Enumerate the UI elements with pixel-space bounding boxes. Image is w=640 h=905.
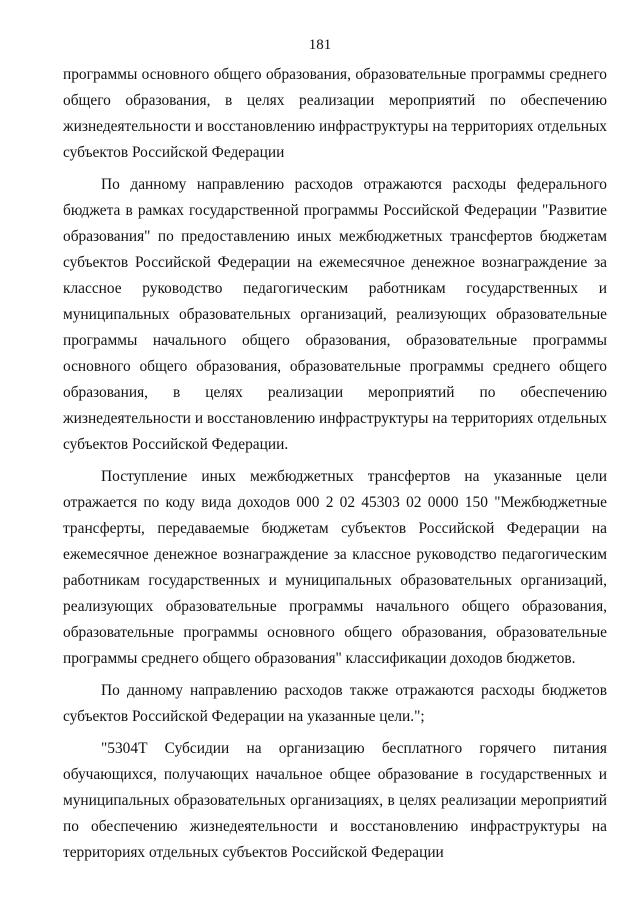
paragraph-regional-expenses: По данному направлению расходов также отражаются расходы бюджетов субъектов Российской Федерации на указанные цели."; [63,682,607,725]
document-body [63,62,607,866]
paragraph-expenses-description: По данному направлению расходов отражаются расходы федерального бюджета в рамках государственной программы Российской Федерации "Развитие образования" по предоставлению иных межбюджетных трансфертов бюджетам субъектов Российской Федерации на ежемесячное денежное вознаграждение за классное руководство педагогическим работникам государственных и муниципальных образовательных организаций, реализующих образовательные программы начального общего образования, образовательные программы основного общего образования, образовательные программы среднего общего образования, в целях реализации мероприятий по обеспечению жизнедеятельности и восстановлению инфраструктуры на территориях отдельных субъектов Российской Федерации. [63,176,607,453]
paragraph-5304t-subsidies: "5304Т Субсидии на организацию бесплатного горячего питания обучающихся, получающих начальное общее образование в государственных и муниципальных образовательных организациях, в целях реализации мероприятий по обеспечению жизнедеятельности и восстановлению инфраструктуры на территориях отдельных субъектов Российской Федерации [63,740,607,861]
paragraph-continuation: программы основного общего образования, образовательные программы среднего общего образования, в целях реализации мероприятий по обеспечению жизнедеятельности и восстановлению инфраструктуры на территориях отдельных субъектов Российской Федерации [63,66,607,161]
paragraph-revenue-code: Поступление иных межбюджетных трансфертов на указанные цели отражается по коду вида доходов 000 2 02 45303 02 0000 150 "Межбюджетные трансферты, передаваемые бюджетам субъектов Российской Федерации на ежемесячное денежное вознаграждение за классное руководство педагогическим работникам государственных и муниципальных образовательных организаций, реализующих образовательные программы начального общего образования, образовательные программы основного общего образования, образовательные программы среднего общего образования" классификации доходов бюджетов. [63,468,607,667]
page-number: 181 [308,37,332,53]
